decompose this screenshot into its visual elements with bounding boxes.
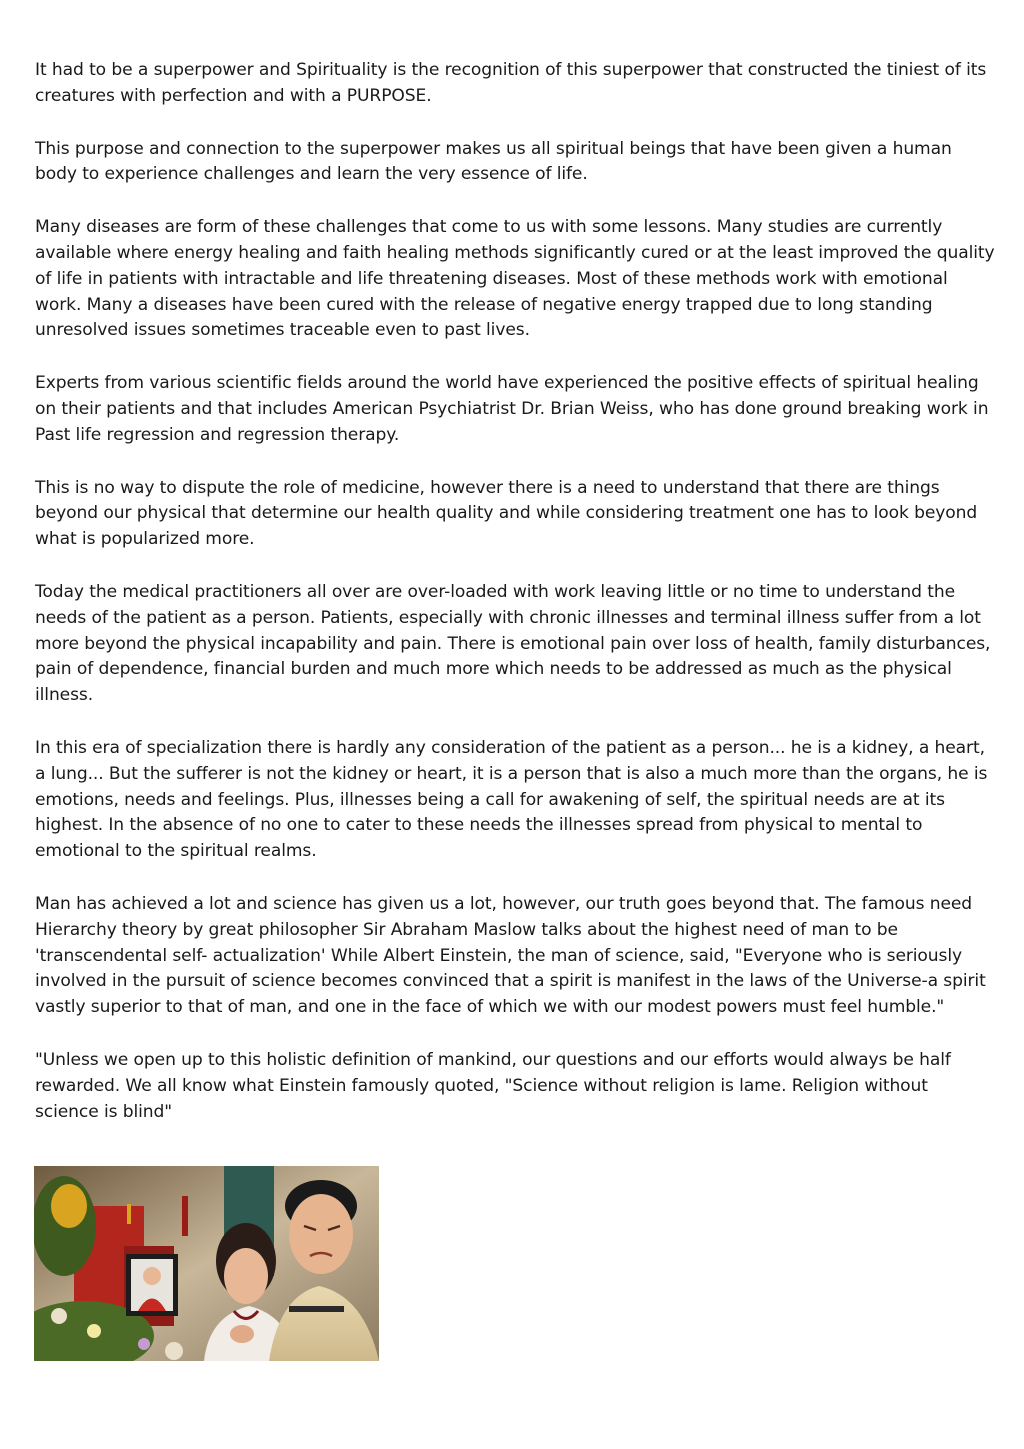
woman-face <box>224 1248 268 1304</box>
paragraph: Today the medical practitioners all over are over-loaded with work leaving little or no time to understand the needs of the patient as a person. Patients, especially with chronic illnesses and terminal illness suffer from a lot more beyond the physical incapability and pain. There is emotional pain over loss of health, family disturbances, pain of dependence, financial burden and much more which needs to be addressed as much as the physical illness. <box>35 581 991 706</box>
article-body <box>35 58 995 1152</box>
paragraph: In this era of specialization there is hardly any consideration of the patient as a person... he is a kidney, a heart, a lung... But the sufferer is not the kidney or heart, it is a person that is also a much more than the organs, he is emotions, needs and feelings. Plus, illnesses being a call for awakening of self, the spiritual needs are at its highest. In the absence of no one to cater to these needs the illnesses spread from physical to mental to emotional to the spiritual realms. <box>35 737 988 862</box>
article-photo <box>34 1166 379 1361</box>
portrait-face <box>143 1267 161 1285</box>
boy-face <box>289 1194 353 1274</box>
flower <box>138 1338 150 1350</box>
paragraph: "Unless we open up to this holistic definition of mankind, our questions and our efforts would always be half rewarded. We all know what Einstein famously quoted, "Science without religion is lame. Religion without science is blind" <box>35 1049 951 1122</box>
paragraph: It had to be a superpower and Spirituality is the recognition of this superpower that constructed the tiniest of its creatures with perfection and with a PURPOSE. <box>35 60 987 106</box>
paragraph: Experts from various scientific fields around the world have experienced the positive effects of spiritual healing on their patients and that includes American Psychiatrist Dr. Brian Weiss, who has done ground breaking work in Past life regression and regression therapy. <box>35 373 989 445</box>
yellow-flowers <box>51 1184 87 1228</box>
photo-illustration <box>34 1166 379 1361</box>
paragraph: This purpose and connection to the superpower makes us all spiritual beings that have been given a human body to experience challenges and learn the very essence of life. <box>35 138 952 185</box>
flower <box>87 1324 101 1338</box>
candle <box>182 1196 188 1236</box>
woman-hand <box>230 1325 254 1343</box>
suspender <box>289 1306 344 1312</box>
paragraph: Many diseases are form of these challenges that come to us with some lessons. Many studies are currently available where energy healing and faith healing methods significantly cured or at the least improved the quality of life in patients with intractable and life threatening diseases. Most of these methods work with emotional work. Many a diseases have been cured with the release of negative energy trapped due to long standing unresolved issues sometimes traceable even to past lives. <box>35 217 995 341</box>
flower <box>165 1342 183 1360</box>
flower <box>51 1308 67 1324</box>
paragraph: Man has achieved a lot and science has given us a lot, however, our truth goes beyond that. The famous need Hierarchy theory by great philosopher Sir Abraham Maslow talks about the highest need of man to be 'transcendental self- actualization' While Albert Einstein, the man of science, said, "Everyone who is seriously involved in the pursuit of science becomes convinced that a spirit is manifest in the laws of the Universe-a spirit vastly superior to that of man, and one in the face of which we with our modest powers must feel humble." <box>35 893 986 1018</box>
paragraph: This is no way to dispute the role of medicine, however there is a need to understand that there are things beyond our physical that determine our health quality and while considering treatment one has to look beyond what is popularized more. <box>35 477 978 550</box>
candle <box>127 1204 131 1224</box>
